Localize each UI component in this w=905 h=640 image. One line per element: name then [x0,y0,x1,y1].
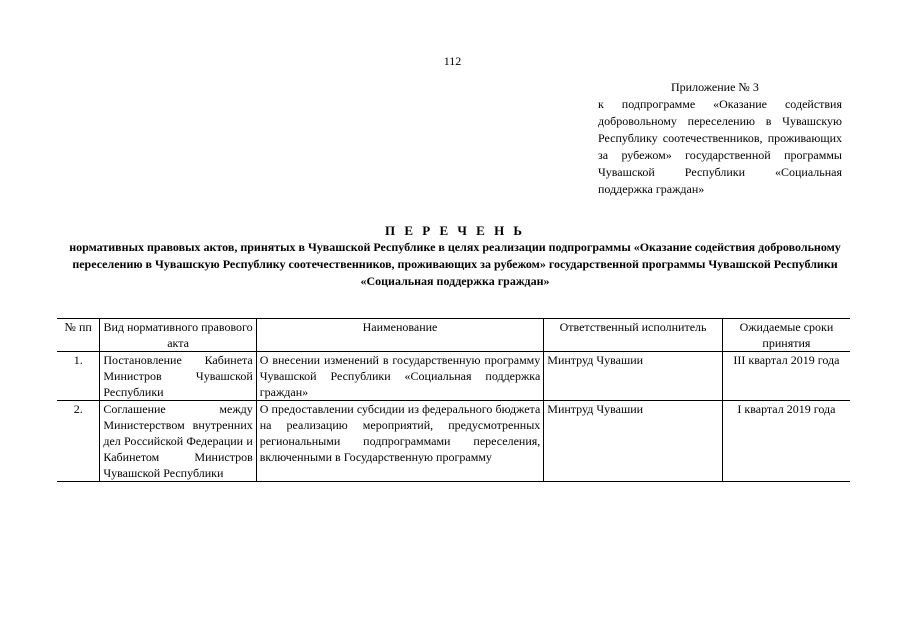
header-num: № пп [57,319,100,352]
heading-subtitle: нормативных правовых актов, принятых в Чувашской Республике в целях реализации подпрограммы «Оказание содействия добровольному переселению в Чувашскую Республику соотечественников, проживающих за рубежом» государственной программы Чувашской Республики «Социальная поддержка граждан» [69,240,841,288]
header-terms: Ожидаемые сроки принятия [722,319,850,352]
table-row [57,352,850,401]
table-row [57,401,850,482]
table-header-row [57,319,850,352]
heading-title: П Е Р Е Ч Е Н Ь [384,223,526,238]
appendix-block [598,79,842,198]
row-terms: III квартал 2019 года [722,352,850,401]
header-name: Наименование [256,319,544,352]
appendix-title: Приложение № 3 [671,80,759,94]
row-kind: Соглашение между Министерством внутренних дел Российской Федерации и Кабинетом Министров Чувашской Республики [100,401,256,482]
document-heading [60,222,850,290]
row-terms: I квартал 2019 года [722,401,850,482]
acts-table [57,318,850,482]
row-name: О внесении изменений в государственную программу Чувашской Республики «Социальная поддержка граждан» [256,352,544,401]
row-num: 1. [57,352,100,401]
appendix-text: к подпрограмме «Оказание содействия добровольному переселению в Чувашскую Республику соотечественников, проживающих за рубежом» государственной программы Чувашской Республики «Социальная поддержка граждан» [598,97,842,196]
header-kind: Вид нормативного правового акта [100,319,256,352]
row-num: 2. [57,401,100,482]
header-responsible: Ответственный исполнитель [544,319,723,352]
page-number: 112 [443,54,462,68]
row-name: О предоставлении субсидии из федерального бюджета на реализацию мероприятий, предусмотренных региональными подпрограммами переселения, включенными в Государственную программу [256,401,544,482]
row-responsible: Минтруд Чувашии [544,401,723,482]
row-kind: Постановление Кабинета Министров Чувашской Республики [100,352,256,401]
row-responsible: Минтруд Чувашии [544,352,723,401]
